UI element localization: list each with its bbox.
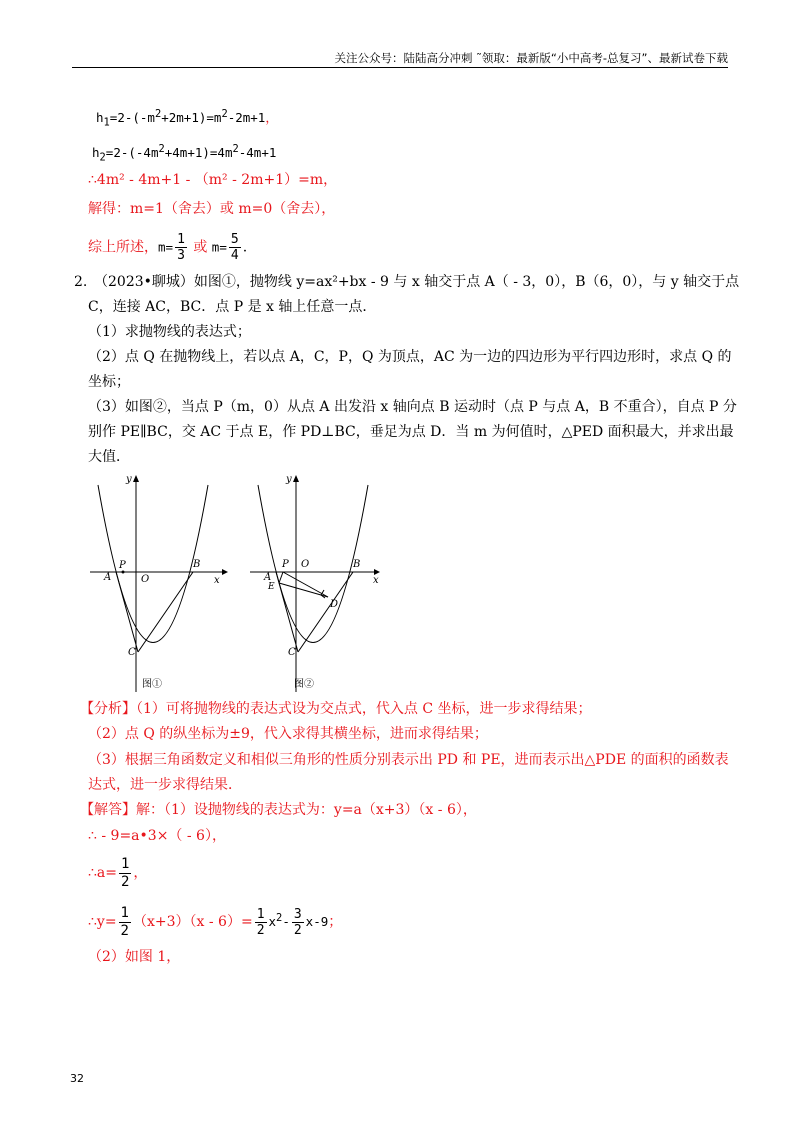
x-axis-arrow xyxy=(222,569,228,575)
answer-line-a xyxy=(88,855,147,891)
question-3-line-2: 别作 PE∥BC，交 AC 于点 E，作 PD⊥BC，垂足为点 D．当 m 为何值时，△PED 面积最大，并求出最 xyxy=(88,424,734,440)
x-var: x xyxy=(268,914,277,930)
label-y: y xyxy=(286,474,292,485)
summary-or: 或 xyxy=(193,239,208,256)
problem-number: 2. xyxy=(74,274,88,290)
label-b: B xyxy=(353,559,361,570)
solve-line: 解得：m=1（舍去）或 m=0（舍去）， xyxy=(88,201,336,217)
therefore-line: ∴4m² - 4m+1 - （m² - 2m+1）=m， xyxy=(88,172,338,188)
answer-tag: 【解答】 xyxy=(80,802,136,818)
analysis-tag: 【分析】 xyxy=(80,701,136,717)
summary-line xyxy=(88,232,247,263)
figure-1 xyxy=(90,470,230,695)
analysis-line-1 xyxy=(80,699,592,719)
question-1: （1）求抛物线的表达式； xyxy=(88,324,251,340)
analysis-text-1: （1）可将抛物线的表达式设为交点式，代入点 C 坐标，进一步求得结果； xyxy=(136,701,592,717)
h2-subscript: 2 xyxy=(99,151,106,164)
figure-2-caption: 图② xyxy=(294,679,314,690)
fraction-one-third xyxy=(175,232,187,263)
minus-sign: - xyxy=(282,914,290,930)
question-2-line-1: （2）点 Q 在抛物线上，若以点 A，C，P，Q 为顶点，AC 为一边的四边形为平行四边形时，求点 Q 的 xyxy=(88,349,732,365)
page-number: 32 xyxy=(70,1072,84,1085)
h1-letter: h xyxy=(96,110,104,126)
figure-1-caption: 图① xyxy=(142,679,162,690)
label-y: y xyxy=(126,474,132,485)
fraction-y xyxy=(119,905,131,940)
problem-line-1: （2023•聊城）如图①，抛物线 y=ax²+bx - 9 与 x 轴交于点 A（ - 3，0），B（6，0），与 y 轴交于点 xyxy=(94,274,740,290)
fraction-three-halves xyxy=(292,907,304,938)
answer-text-1: 解：（1）设抛物线的表达式为：y=a（x+3）（x - 6）， xyxy=(136,802,477,818)
answer-line-2: ∴ - 9=a•3×（ - 6）， xyxy=(88,828,226,844)
frac-denominator: 4 xyxy=(230,248,239,263)
segment-pd xyxy=(283,572,328,597)
segment-bc xyxy=(298,572,353,652)
h2-square: 2 xyxy=(158,143,165,155)
summary-label: 综上所述， xyxy=(88,239,158,256)
y-semicolon: ； xyxy=(328,914,343,931)
frac-denominator: 2 xyxy=(120,873,130,890)
h2-part-d: -4m+1 xyxy=(238,145,277,161)
y-axis-arrow xyxy=(133,475,139,482)
analysis-line-4: 达式，进一步求得结果． xyxy=(88,777,242,793)
label-c: C xyxy=(128,647,136,658)
segment-ac xyxy=(276,572,298,652)
h2-letter: h xyxy=(92,145,100,161)
figure-2 xyxy=(250,470,390,695)
summary-m1: m= xyxy=(158,239,174,255)
x-minus-nine: x-9 xyxy=(305,914,329,930)
h2-equation xyxy=(92,139,276,168)
frac-numerator: 1 xyxy=(256,906,265,922)
label-p: P xyxy=(282,559,289,570)
label-e: E xyxy=(268,582,275,592)
x-square: 2 xyxy=(276,912,283,924)
analysis-line-3: （3）根据三角函数定义和相似三角形的性质分别表示出 PD 和 PE，进而表示出△PDE 的面积的函数表 xyxy=(88,752,729,768)
label-o: O xyxy=(141,574,150,585)
h1-comma: ， xyxy=(265,110,278,126)
label-a: A xyxy=(264,572,272,583)
h1-subscript: 1 xyxy=(103,116,110,129)
fraction-half xyxy=(255,907,267,938)
question-3-line-3: 大值． xyxy=(88,449,130,465)
h2-square-2: 2 xyxy=(232,143,239,155)
label-x: x xyxy=(373,575,379,586)
a-comma: ， xyxy=(133,865,148,881)
h1-square-2: 2 xyxy=(221,108,228,120)
parabola xyxy=(258,485,368,643)
h1-part-c: +2m+1)=m xyxy=(161,110,222,126)
label-d: D xyxy=(330,599,339,610)
frac-denominator: 2 xyxy=(293,922,302,938)
x-squared xyxy=(269,914,290,929)
label-p: P xyxy=(119,560,126,571)
h2-part-b: =2-(-4m xyxy=(105,145,159,161)
label-a: A xyxy=(104,572,112,583)
analysis-line-2: （2）点 Q 的纵坐标为±9，代入求得其横坐标，进而求得结果； xyxy=(88,726,488,742)
label-x: x xyxy=(214,575,220,586)
problem-line-2: C，连接 AC，BC．点 P 是 x 轴上任意一点． xyxy=(88,299,377,315)
h2-part-c: +4m+1)=4m xyxy=(164,145,233,161)
answer-line-y xyxy=(88,898,342,942)
answer-line-1 xyxy=(80,800,477,820)
segment-ac xyxy=(116,572,138,652)
label-b: B xyxy=(193,559,201,570)
frac-numerator: 3 xyxy=(293,906,302,922)
question-3-line-1: （3）如图②，当点 P（m，0）从点 A 出发沿 x 轴向点 B 运动时（点 P 与点 A，B 不重合），自点 P 分 xyxy=(88,399,737,415)
frac-denominator: 3 xyxy=(177,248,185,263)
frac-numerator: 1 xyxy=(120,855,130,872)
fraction-a xyxy=(119,856,131,891)
frac-denominator: 2 xyxy=(256,922,265,938)
y-equals: ∴y= xyxy=(88,914,117,931)
frac-numerator: 1 xyxy=(120,904,129,921)
h1-equation xyxy=(96,104,278,133)
summary-period: . xyxy=(242,239,248,256)
header-rule xyxy=(72,67,728,68)
h1-square: 2 xyxy=(154,108,162,120)
label-o: O xyxy=(301,559,310,570)
segment-pe xyxy=(279,572,283,583)
a-equals: ∴a= xyxy=(88,865,117,881)
y-axis-arrow xyxy=(293,475,299,482)
label-c: C xyxy=(288,647,296,658)
parabola xyxy=(98,485,208,643)
fraction-five-fourths xyxy=(229,232,241,263)
h1-part-d: -2m+1 xyxy=(227,110,266,126)
answer-line-5: （2）如图 1， xyxy=(88,949,181,965)
summary-m2: m= xyxy=(211,239,227,255)
question-2-line-2: 坐标； xyxy=(88,374,130,390)
h1-part-b: =2-(-m xyxy=(109,110,155,126)
frac-numerator: 1 xyxy=(177,232,185,247)
page-header: 关注公众号：陆陆高分冲刺 ˜领取：最新版“小中高考-总复习”、最新试卷下载 xyxy=(334,51,728,65)
frac-denominator: 2 xyxy=(120,922,129,939)
frac-numerator: 5 xyxy=(230,232,239,247)
y-factored: （x+3）（x - 6）= xyxy=(132,914,253,931)
